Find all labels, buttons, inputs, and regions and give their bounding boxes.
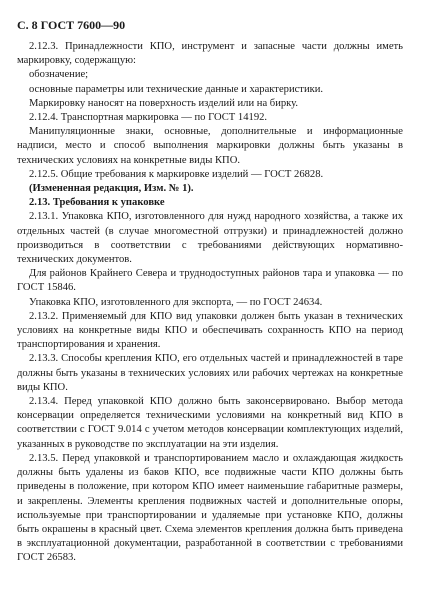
amendment-note: (Измененная редакция, Изм. № 1). [29,183,194,195]
paragraph-2-13-3: 2.13.3. Способы крепления КПО, его отдельных частей и принадлежностей в таре должны быть указаны в технических условиях или рабочих чертежах на конкретные виды КПО. [17,353,403,393]
paragraph-2-13-5: 2.13.5. Перед упаковкой и транспортированием масло и охлаждающая жидкость должны быть удалены из баков КПО, все подвижные части КПО должны быть приведены в положение, при котором КПО имеет наименьшие габаритные размеры, и закреплены. Элементы крепления подвижных частей и дополнительные опоры, используемые при транспортировании и удаляемые при установке КПО, должны быть окрашены в красный цвет. Схема элементов крепления должна быть приведена в эксплуатационной документации, разработанной в соответствии с требованиями ГОСТ 26583. [17,452,403,564]
paragraph-2-12-3: 2.12.3. Принадлежности КПО, инструмент и запасные части должны иметь маркировку, содержащую: [17,41,403,67]
paragraph-2-13-2: 2.13.2. Применяемый для КПО вид упаковки должен быть указан в технических условиях на конкретные виды КПО и обеспечивать сохранность КПО на период транспортирования и хранения. [17,310,403,351]
document-body [17,40,403,566]
paragraph-marking-surface: Маркировку наносят на поверхность изделий или на бирку. [29,97,299,109]
paragraph-2-13-4: 2.13.4. Перед упаковкой КПО должно быть законсервировано. Выбор метода консервации определяется техническими условиями на конкретный вид КПО в соответствии с ГОСТ 9.014 с учетом методов консервации комплектующих изделий, указанных в руководстве по эксплуатации на эти изделия. [17,396,403,450]
paragraph-export-packaging: Упаковка КПО, изготовленного для экспорта, — по ГОСТ 24634. [29,296,323,308]
paragraph-2-13-1: 2.13.1. Упаковка КПО, изготовленного для нужд народного хозяйства, а также их отдельных частей (в случае многоместной отгрузки) и принадлежностей должно производиться в соответствии с требованиями действующих нормативно-технических документов. [17,211,403,266]
page-header: С. 8 ГОСТ 7600—90 [17,18,126,32]
paragraph-handling-signs: Манипуляционные знаки, основные, дополнительные и информационные надписи, место и способ выполнения маркировки должны быть указаны в технических условиях на конкретные виды КПО. [17,126,403,166]
paragraph-far-north: Для районов Крайнего Севера и труднодоступных районов тара и упаковка — по ГОСТ 15846. [17,268,403,294]
list-item-main-parameters: основные параметры или технические данные и характеристики. [29,83,324,95]
paragraph-2-12-5: 2.12.5. Общие требования к маркировке изделий — ГОСТ 26828. [29,168,324,180]
section-heading-2-13: 2.13. Требования к упаковке [29,197,165,209]
paragraph-2-12-4: 2.12.4. Транспортная маркировка — по ГОСТ 14192. [29,112,268,124]
list-item-designation: обозначение; [29,69,89,81]
